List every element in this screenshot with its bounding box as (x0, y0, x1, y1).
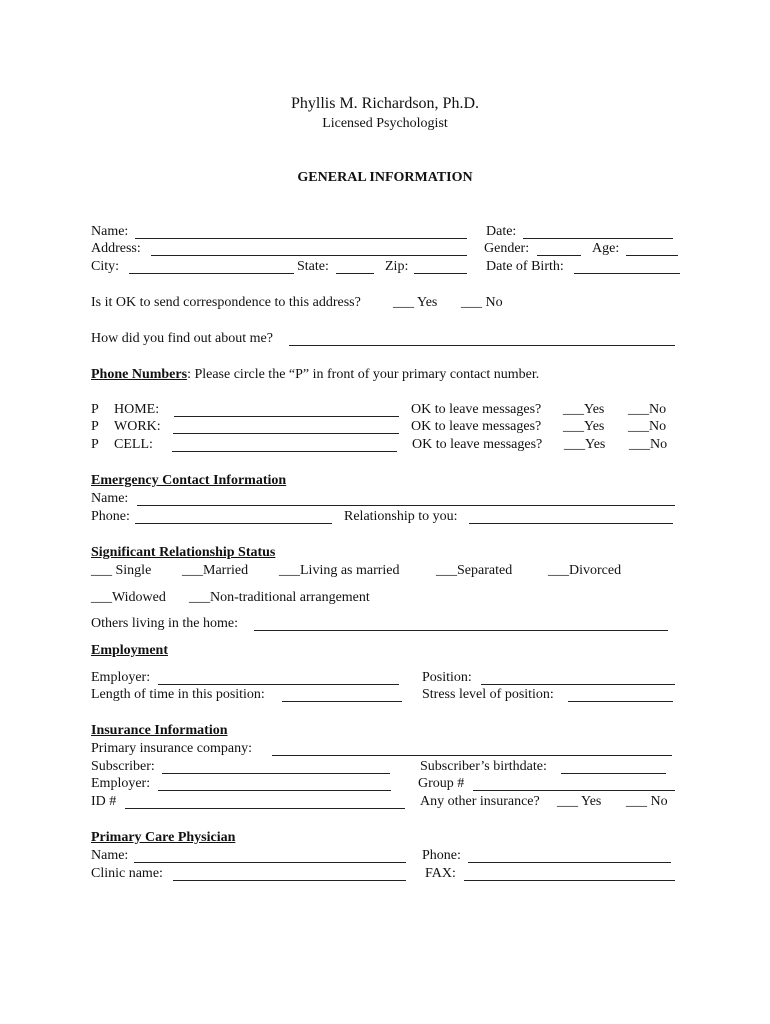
stress-field[interactable] (568, 701, 673, 702)
dob-label: Date of Birth: (486, 259, 564, 274)
phone-numbers-heading: Phone Numbers (91, 367, 188, 382)
physician-heading: Primary Care Physician (91, 830, 236, 845)
home-no[interactable]: ___No (628, 402, 667, 417)
option-widowed[interactable]: ___Widowed (91, 590, 166, 605)
option-married[interactable]: ___Married (182, 563, 249, 578)
others-in-home-label: Others living in the home: (91, 616, 238, 631)
length-label: Length of time in this position: (91, 687, 265, 702)
employer-label: Employer: (91, 670, 151, 685)
other-insurance-yes[interactable]: ___ Yes (557, 794, 602, 809)
state-label: State: (297, 259, 329, 274)
home-yes[interactable]: ___Yes (563, 402, 605, 417)
correspondence-no[interactable]: ___ No (461, 295, 503, 310)
age-field[interactable] (626, 255, 678, 256)
physician-phone-field[interactable] (468, 862, 671, 863)
id-label: ID # (91, 794, 117, 809)
insurance-heading: Insurance Information (91, 723, 228, 738)
home-p[interactable]: P (91, 402, 99, 417)
employment-heading: Employment (91, 643, 168, 658)
clinic-name-label: Clinic name: (91, 866, 163, 881)
subscriber-birthdate-label: Subscriber’s birthdate: (420, 759, 547, 774)
cell-phone-field[interactable] (172, 451, 397, 452)
subscriber-label: Subscriber: (91, 759, 155, 774)
emergency-phone-label: Phone: (91, 509, 130, 524)
option-divorced[interactable]: ___Divorced (548, 563, 622, 578)
physician-name-label: Name: (91, 848, 129, 863)
subscriber-field[interactable] (162, 773, 390, 774)
emergency-heading: Emergency Contact Information (91, 473, 287, 488)
emergency-phone-field[interactable] (135, 523, 332, 524)
option-separated[interactable]: ___Separated (436, 563, 513, 578)
position-field[interactable] (481, 684, 675, 685)
correspondence-yes[interactable]: ___ Yes (393, 295, 438, 310)
emergency-name-field[interactable] (137, 505, 675, 506)
phone-instruction (91, 366, 539, 383)
other-insurance-no[interactable]: ___ No (626, 794, 668, 809)
correspondence-question: Is it OK to send correspondence to this address? (91, 295, 361, 310)
city-field[interactable] (129, 273, 294, 274)
gender-field[interactable] (537, 255, 581, 256)
option-living-as-married[interactable]: ___Living as married (279, 563, 400, 578)
stress-label: Stress level of position: (422, 687, 554, 702)
work-label: WORK: (114, 419, 161, 434)
work-yes[interactable]: ___Yes (563, 419, 605, 434)
name-label: Name: (91, 224, 129, 239)
work-phone-field[interactable] (173, 433, 399, 434)
group-label: Group # (418, 776, 465, 791)
physician-phone-label: Phone: (422, 848, 461, 863)
cell-yes[interactable]: ___Yes (564, 437, 606, 452)
others-in-home-field[interactable] (254, 630, 668, 631)
zip-label: Zip: (385, 259, 409, 274)
subscriber-birthdate-field[interactable] (561, 773, 666, 774)
insurance-employer-label: Employer: (91, 776, 151, 791)
work-p[interactable]: P (91, 419, 99, 434)
id-field[interactable] (125, 808, 405, 809)
name-field[interactable] (135, 238, 467, 239)
work-no[interactable]: ___No (628, 419, 667, 434)
work-ok-label: OK to leave messages? (411, 419, 542, 434)
zip-field[interactable] (414, 273, 467, 274)
option-single[interactable]: ___ Single (91, 563, 152, 578)
age-label: Age: (592, 241, 620, 256)
relationship-heading: Significant Relationship Status (91, 545, 276, 560)
option-non-traditional[interactable]: ___Non-traditional arrangement (189, 590, 370, 605)
date-field[interactable] (523, 238, 673, 239)
insurance-employer-field[interactable] (158, 790, 391, 791)
fax-label: FAX: (425, 866, 456, 881)
cell-label: CELL: (114, 437, 153, 452)
address-field[interactable] (151, 255, 467, 256)
city-label: City: (91, 259, 120, 274)
position-label: Position: (422, 670, 472, 685)
address-label: Address: (91, 241, 141, 256)
emergency-relationship-field[interactable] (469, 523, 673, 524)
cell-p[interactable]: P (91, 437, 99, 452)
doctor-name: Phyllis M. Richardson, Ph.D. (290, 95, 479, 112)
cell-ok-label: OK to leave messages? (412, 437, 543, 452)
emergency-relationship-label: Relationship to you: (344, 509, 458, 524)
phone-instruction-text: : Please circle the “P” in front of your primary contact number. (187, 367, 540, 382)
gender-label: Gender: (484, 241, 530, 256)
length-field[interactable] (282, 701, 402, 702)
dob-field[interactable] (574, 273, 680, 274)
fax-field[interactable] (464, 880, 675, 881)
state-field[interactable] (336, 273, 374, 274)
group-field[interactable] (473, 790, 675, 791)
employer-field[interactable] (158, 684, 399, 685)
referral-field[interactable] (289, 345, 675, 346)
clinic-name-field[interactable] (173, 880, 406, 881)
date-label: Date: (486, 224, 517, 239)
other-insurance-label: Any other insurance? (420, 794, 540, 809)
home-phone-field[interactable] (174, 416, 399, 417)
home-label: HOME: (114, 402, 160, 417)
physician-name-field[interactable] (134, 862, 406, 863)
doctor-title: Licensed Psychologist (322, 116, 448, 131)
form-title: GENERAL INFORMATION (297, 170, 473, 185)
referral-label: How did you find out about me? (91, 331, 273, 346)
primary-insurance-field[interactable] (272, 755, 672, 756)
cell-no[interactable]: ___No (629, 437, 668, 452)
home-ok-label: OK to leave messages? (411, 402, 542, 417)
primary-insurance-label: Primary insurance company: (91, 741, 252, 756)
emergency-name-label: Name: (91, 491, 129, 506)
